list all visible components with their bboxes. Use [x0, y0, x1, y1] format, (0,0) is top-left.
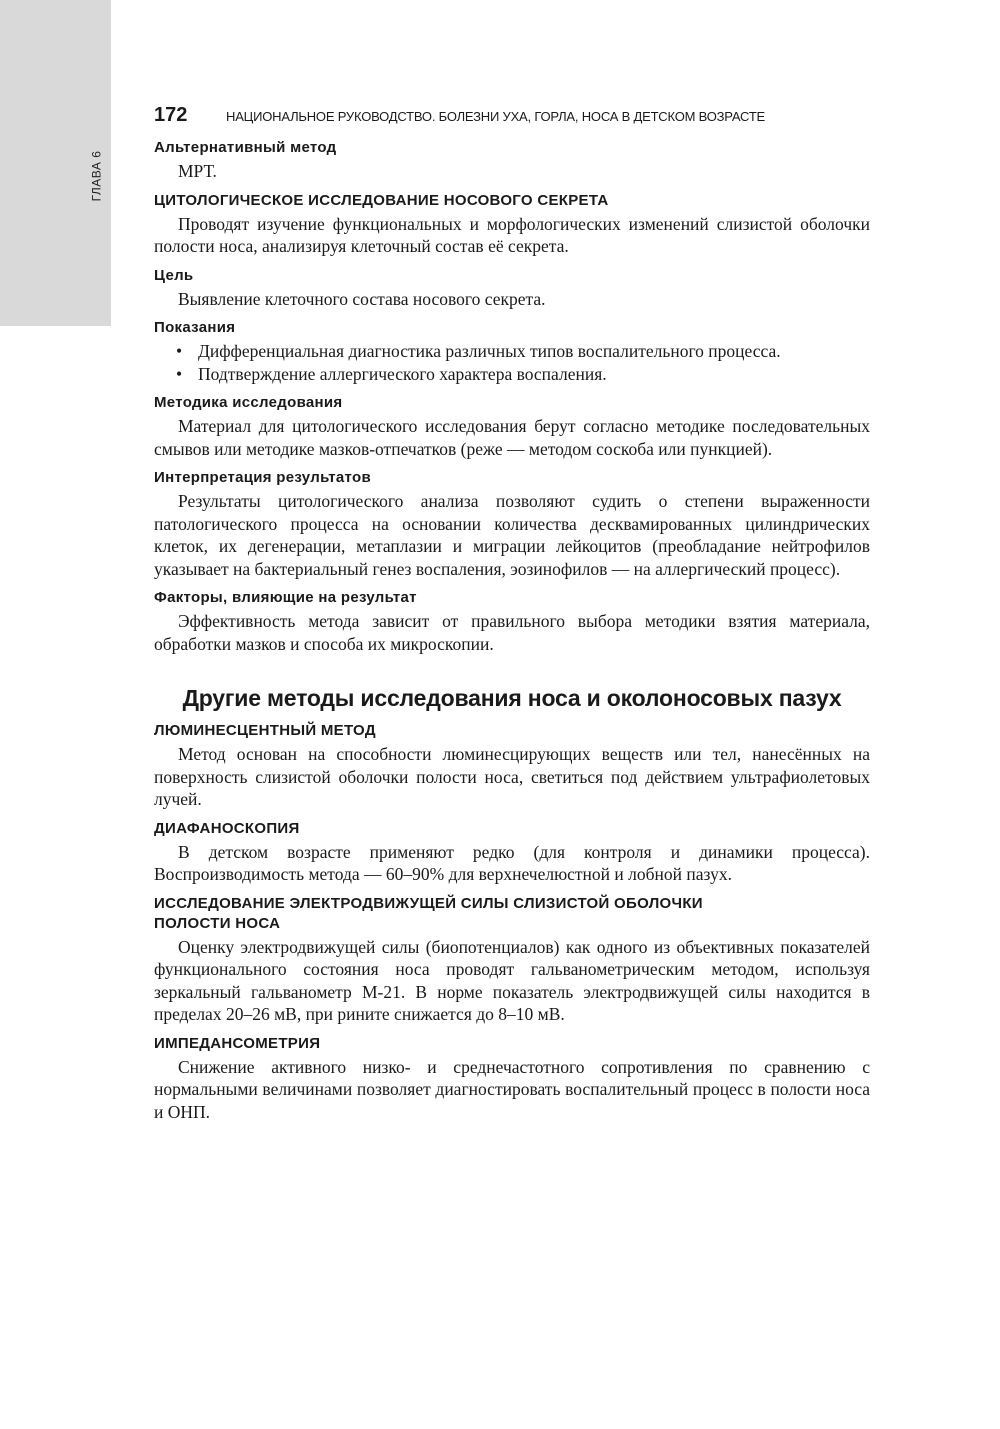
page-header — [154, 104, 870, 130]
emf-heading-line1: ИССЛЕДОВАНИЕ ЭЛЕКТРОДВИЖУЩЕЙ СИЛЫ СЛИЗИСТОЙ ОБОЛОЧКИ — [154, 894, 703, 912]
factors-text: Эффективность метода зависит от правильного выбора методики взятия материала, обработки мазков и способа их микроскопии. — [154, 611, 870, 654]
cytology-heading: ЦИТОЛОГИЧЕСКОЕ ИССЛЕДОВАНИЕ НОСОВОГО СЕКРЕТА — [154, 191, 609, 209]
section-title: Другие методы исследования носа и околоносовых пазух — [182, 685, 842, 711]
emf-heading-line2: ПОЛОСТИ НОСА — [154, 914, 281, 932]
diaphanoscopy-heading: ДИАФАНОСКОПИЯ — [154, 819, 300, 837]
goal-heading: Цель — [154, 266, 194, 284]
emf-text: Оценку электродвижущей силы (биопотенциалов) как одного из объективных показателей функционального состояния носа проводят гальванометрическим методом, используя зеркальный гальванометр М-21. В норме показатель электродвижущей силы находится в пределах 20–26 мВ, при рините снижается до 8–10 мВ. — [154, 936, 870, 1024]
impedance-text: Снижение активного низко- и среднечастотного сопротивления по сравнению с нормальными величинами позволяет диагностировать воспалительный процесс в полости носа и ОНП. — [154, 1056, 870, 1122]
interpretation-heading: Интерпретация результатов — [154, 469, 371, 486]
list-item: • Подтверждение аллергического характера воспаления. — [198, 363, 870, 386]
page-number: 172 — [154, 104, 188, 126]
impedance-heading: ИМПЕДАНСОМЕТРИЯ — [154, 1034, 321, 1052]
chapter-tab — [86, 146, 106, 206]
factors-heading: Факторы, влияющие на результат — [154, 589, 417, 606]
emf-heading — [154, 894, 870, 934]
alt-method-heading: Альтернативный метод — [154, 139, 337, 156]
page-content — [154, 104, 870, 1123]
cytology-intro: Проводят изучение функциональных и морфологических изменений слизистой оболочки полости носа, анализируя клеточный состав её секрета. — [154, 213, 870, 256]
method-heading: Методика исследования — [154, 394, 343, 411]
running-title: НАЦИОНАЛЬНОЕ РУКОВОДСТВО. БОЛЕЗНИ УХА, ГОРЛА, НОСА В ДЕТСКОМ ВОЗРАСТЕ — [226, 109, 766, 124]
interpretation-text: Результаты цитологического анализа позволяют судить о степени выраженности патологического процесса на основании количества десквамированных цилиндрических клеток, их дегенерации, метаплазии и миграции лейкоцитов (преобладание нейтрофилов указывает на бактериальный генез воспаления, эозинофилов — на аллергический процесс). — [154, 491, 870, 579]
method-text: Материал для цитологического исследования берут согласно методике последовательных смывов или методике мазков-отпечатков (реже — методом соскоба или пункцией). — [154, 416, 870, 459]
indications-list — [154, 340, 870, 385]
goal-text: Выявление клеточного состава носового секрета. — [178, 288, 546, 309]
luminescent-text: Метод основан на способности люминесцирующих веществ или тел, нанесённых на поверхность слизистой оболочки полости носа, светиться под действием ультрафиолетовых лучей. — [154, 744, 870, 809]
list-item: • Дифференциальная диагностика различных типов воспалительного процесса. — [198, 340, 870, 363]
alt-method-text: МРТ. — [178, 161, 217, 181]
chapter-label: ГЛАВА 6 — [89, 150, 104, 202]
luminescent-heading: ЛЮМИНЕСЦЕНТНЫЙ МЕТОД — [154, 722, 376, 739]
indications-heading: Показания — [154, 319, 236, 336]
diaphanoscopy-text: В детском возрасте применяют редко (для контроля и динамики процесса). Воспроизводимость метода — 60–90% для верхнечелюстной и лобной пазух. — [154, 841, 870, 884]
